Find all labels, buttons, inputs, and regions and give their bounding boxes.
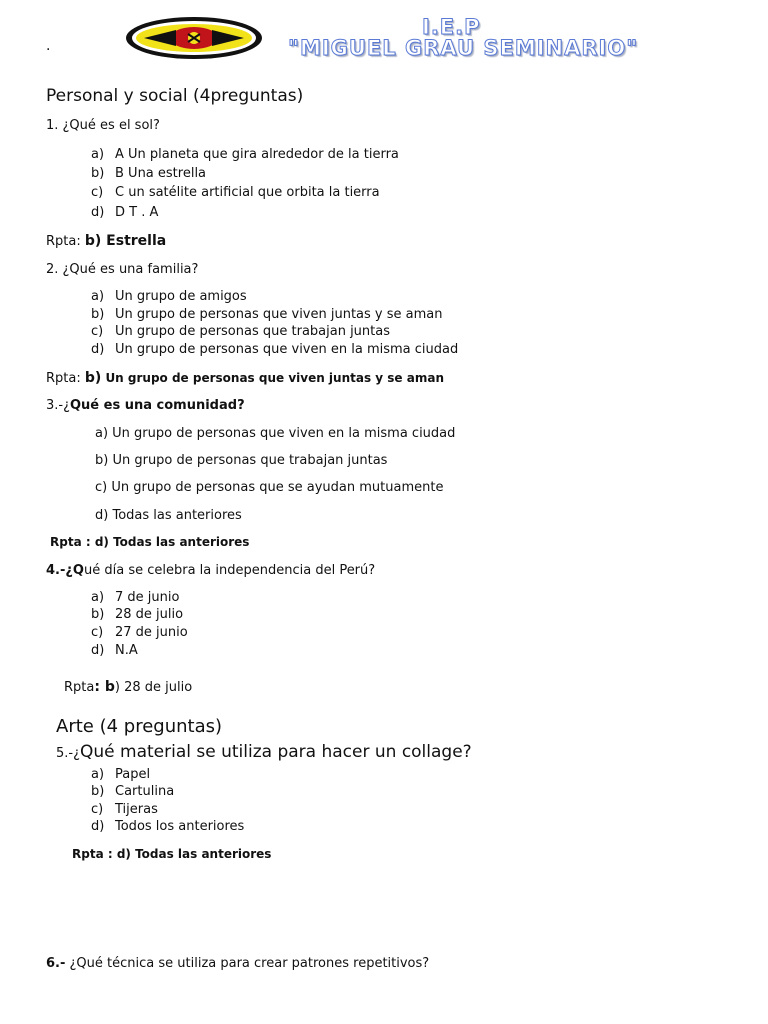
q4-answer: Rpta: b) 28 de julio [64,679,193,695]
question-6: 6.- ¿Qué técnica se utiliza para crear patrones repetitivos? [46,956,430,971]
q4-option-d: d) N.A [91,643,138,658]
q5-option-c: c) Tijeras [91,802,158,817]
question-5: 5.-¿Qué material se utiliza para hacer un collage? [56,742,472,762]
q4-option-c: c) 27 de junio [91,625,188,640]
q4-option-a: a) 7 de junio [91,590,180,605]
question-2: 2. ¿Qué es una familia? [46,262,199,277]
header-bullet: . [46,38,51,54]
section-title-personal-social: Personal y social (4preguntas) [46,86,304,106]
question-3: 3.-¿Qué es una comunidad? [46,398,245,413]
q1-answer: Rpta: b) Estrella [46,233,167,249]
q5-option-b: b) Cartulina [91,784,175,799]
q5-option-d: d) Todos los anteriores [91,819,245,834]
q5-answer: Rpta : d) Todas las anteriores [72,847,272,861]
q1-option-b: b) B Una estrella [91,166,207,181]
q5-option-a: a) Papel [91,767,151,782]
q2-option-d: d) Un grupo de personas que viven en la misma ciudad [91,342,459,357]
q3-option-a: a) Un grupo de personas que viven en la misma ciudad [95,426,456,441]
school-logo [124,16,264,60]
q1-option-a: a) A Un planeta que gira alrededor de la tierra [91,147,399,162]
q2-option-c: c) Un grupo de personas que trabajan juntas [91,324,390,339]
q2-answer: Rpta: b) Un grupo de personas que viven juntas y se aman [46,370,444,386]
q3-option-d: d) Todas las anteriores [95,508,242,523]
school-name-line1: I.E.P [422,15,481,39]
q3-option-c: c) Un grupo de personas que se ayudan mutuamente [95,480,444,495]
q3-option-b: b) Un grupo de personas que trabajan juntas [95,453,388,468]
q1-option-c: c) C un satélite artificial que orbita la tierra [91,185,380,200]
question-4: 4.-¿Qué día se celebra la independencia del Perú? [46,563,376,578]
school-name-line2: "MIGUEL GRAU SEMINARIO" [288,36,639,60]
question-1: 1. ¿Qué es el sol? [46,118,160,133]
q3-answer: Rpta : d) Todas las anteriores [50,535,250,549]
q2-option-b: b) Un grupo de personas que viven juntas y se aman [91,307,443,322]
q4-option-b: b) 28 de julio [91,607,184,622]
q1-option-d: d) D T . A [91,205,159,220]
q2-option-a: a) Un grupo de amigos [91,289,247,304]
section-title-arte: Arte (4 preguntas) [56,716,222,737]
